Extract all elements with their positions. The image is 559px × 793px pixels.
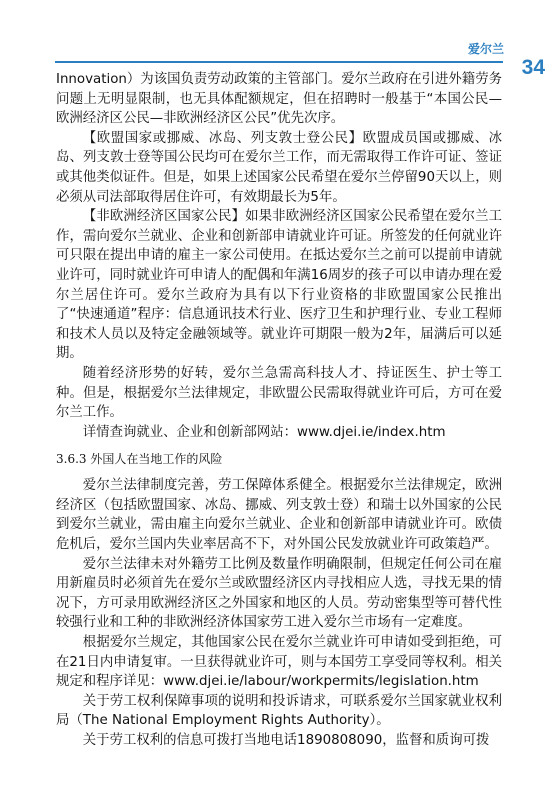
body-paragraph: 根据爱尔兰规定，其他国家公民在爱尔兰就业许可申请如受到拒绝，可在21日内申请复审。一旦获得就业许可，则与本国劳工享受同等权利。相关规定和程序详见：www.djei.ie/labour/workpermits/legislation.htm: [56, 635, 502, 690]
body-paragraph: 随着经济形势的好转，爱尔兰急需高科技人才、持证医生、护士等工种。但是，根据爱尔兰法律规定，非欧盟公民需取得就业许可后，方可在爱尔兰工作。: [56, 365, 502, 421]
section-heading: 3.6.3 外国人在当地工作的风险: [56, 452, 223, 467]
body-paragraph: 关于劳工权利的信息可拨打当地电话1890808090，监督和质询可拨: [82, 733, 490, 748]
body-paragraph: 详情查询就业、企业和创新部网站：www.djei.ie/index.htm: [82, 424, 446, 440]
page-body: [56, 70, 502, 751]
body-paragraph: 关于劳工权利保障事项的说明和投诉请求，可联系爱尔兰国家就业权利局（The National Employment Rights Authority）。: [56, 693, 502, 729]
page-number: 34: [521, 56, 545, 79]
body-paragraph: 爱尔兰法律未对外籍劳工比例及数量作明确限制，但规定任何公司在雇用新雇员时必须首先在爱尔兰或欧盟经济区内寻找相应人选，寻找无果的情况下，方可录用欧洲经济区之外国家和地区的人员。劳动密集型等可替代性较强行业和工种的非欧洲经济体国家劳工进入爱尔兰市场有一定难度。: [56, 556, 502, 631]
body-paragraph: 爱尔兰法律制度完善，劳工保障体系健全。根据爱尔兰法律规定，欧洲经济区（包括欧盟国家、冰岛、挪威、列支敦士登）和瑞士以外国家的公民到爱尔兰就业，需由雇主向爱尔兰就业、企业和创新部申请就业许可。欧债危机后，爱尔兰国内失业率居高不下，对外国公民发放就业许可政策趋严。: [56, 478, 502, 553]
body-paragraph: 【非欧洲经济区国家公民】如果非欧洲经济区国家公民希望在爱尔兰工作，需向爱尔兰就业、企业和创新部申请就业许可证。所签发的任何就业许可只限在提出申请的雇主一家公司使用。在抵达爱尔兰之前可以提前申请就业许可，同时就业许可申请人的配偶和年满16周岁的孩子可以申请办理在爱尔兰居住许可。爱尔兰政府为具有以下行业资格的非欧盟国家公民推出了“快速通道”程序：信息通讯技术行业、医疗卫生和护理行业、专业工程师和技术人员以及特定金融领域等。就业许可期限一般为2年，届满后可以延期。: [56, 209, 502, 362]
header-country-label: 爱尔兰: [467, 42, 504, 56]
body-paragraph: Innovation）为该国负责劳动政策的主管部门。爱尔兰政府在引进外籍劳务问题上无明显限制，也无具体配额规定，但在招聘时一般基于“本国公民—欧洲经济区公民—非欧洲经济区公民”优先次序。: [56, 72, 502, 127]
body-paragraph: 【欧盟国家或挪威、冰岛、列支敦士登公民】欧盟成员国或挪威、冰岛、列支敦士登等国公民均可在爱尔兰工作，而无需取得工作许可证、签证或其他类似证件。但是，如果上述国家公民希望在爱尔兰停留90天以上，则必须从司法部取得居住许可，有效期最长为5年。: [56, 130, 502, 205]
header-divider: [55, 61, 503, 63]
